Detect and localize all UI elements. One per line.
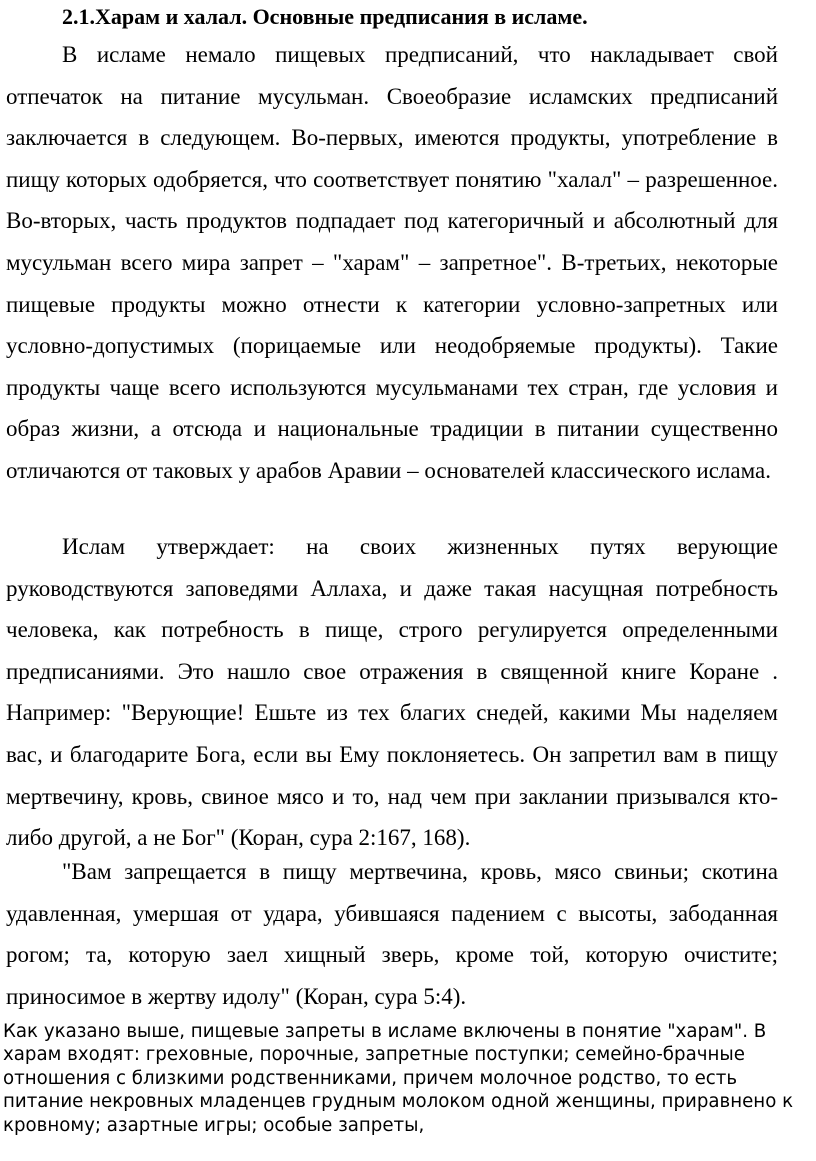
paragraph-quran-precepts: Ислам утверждает: на своих жизненных путях верующие руководствуются заповедями Аллаха, и даже такая насущная потребность человека, как потребность в пище, строго регулируется определенными предписаниями. Это нашло свое отражения в священной книге Коране . Например: "Верующие! Ешьте из тех благих снедей, какими Мы наделяем вас, и благодарите Бога, если вы Ему поклоняетесь. Он запретил вам в пищу мертвечину, кровь, свиное мясо и то, над чем при заклании призывался кто-либо другой, а не Бог" (Коран, сура 2:167, 168). — [6, 534, 778, 851]
paragraph-halal-haram-intro: В исламе немало пищевых предписаний, что накладывает свой отпечаток на питание мусульман. Своеобразие исламских предписаний заключается в следующем. Во-первых, имеются продукты, употребление в пищу которых одобряется, что соответствует понятию "халал" – разрешенное. Во-вторых, часть продуктов подпадает под категоричный и абсолютный для мусульман всего мира запрет – "харам" – запретное". В-третьих, некоторые пищевые продукты можно отнести к категории условно-запретных или условно-допустимых (порицаемые или неодобряемые продукты). Такие продукты чаще всего используются мусульманами тех стран, где условия и образ жизни, а отсюда и национальные традиции в питании существенно отличаются от таковых у арабов Аравии – основателей классического ислама. — [6, 42, 778, 483]
paragraph-haram-scope: Как указано выше, пищевые запреты в исламе включены в понятие "харам". В харам входят: греховные, порочные, запретные поступки; семейно-брачные отношения с близкими родственниками, причем молочное родство, то есть питание некровных младенцев грудным молоком одной женщины, приравнено к кровному; азартные игры; особые запреты, — [3, 1021, 794, 1136]
paragraph-quran-quote: "Вам запрещается в пищу мертвечина, кровь, мясо свиньи; скотина удавленная, умершая от удара, убившаяся падением с высоты, забоданная рогом; та, которую заел хищный зверь, кроме той, которую очистите; приносимое в жертву идолу" (Коран, сура 5:4). — [6, 859, 778, 1009]
section-heading: 2.1.Харам и халал. Основные предписания в исламе. — [62, 4, 588, 29]
